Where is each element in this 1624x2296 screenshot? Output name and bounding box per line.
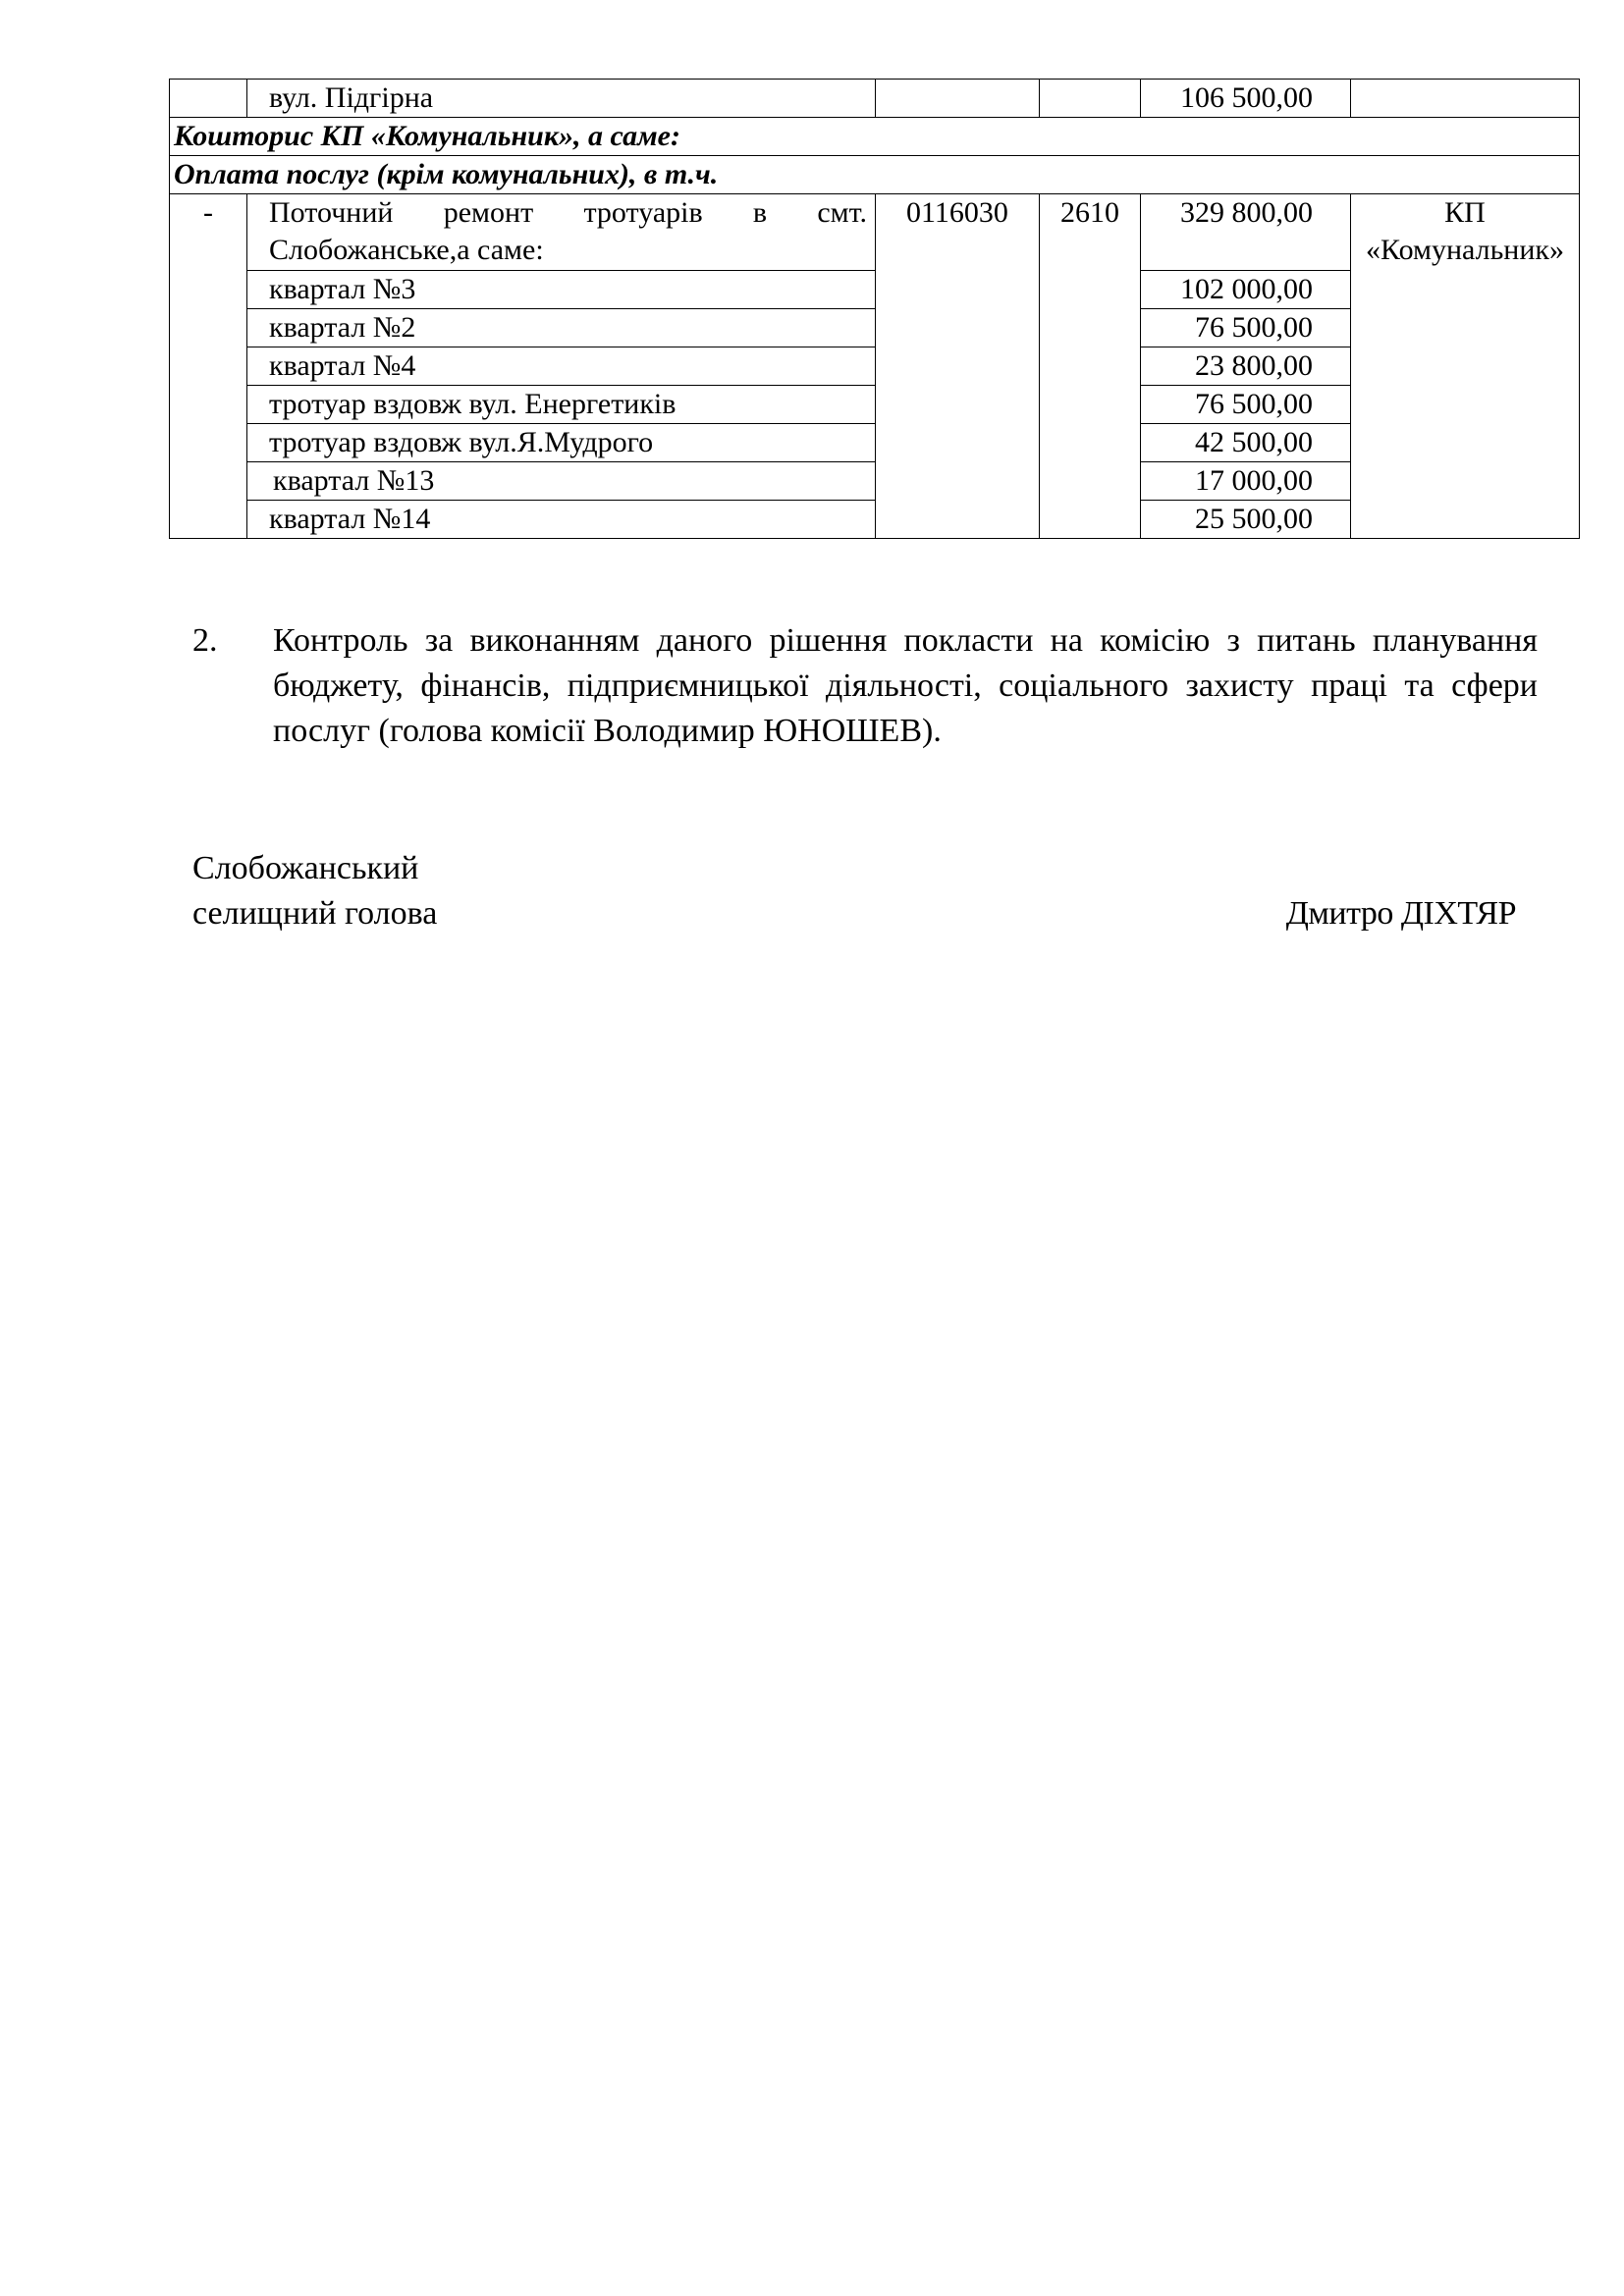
row-name: квартал №13 <box>247 462 876 501</box>
signature-block <box>192 846 1528 936</box>
row-sum: 25 500,00 <box>1141 501 1351 539</box>
row-code: 0116030 <box>876 194 1040 539</box>
signatory-name: Дмитро ДІХТЯР <box>1285 895 1516 932</box>
table-section-row <box>170 118 1580 156</box>
row-name: Поточний ремонт тротуарів в смт. Слобожанське,а саме: <box>247 194 876 271</box>
table-section-row <box>170 156 1580 194</box>
section-heading: Оплата послуг (крім комунальних), в т.ч. <box>170 156 1580 194</box>
paragraph-text: Контроль за виконанням даного рішення покласти на комісію з питань планування бюджету, фінансів, підприємницької діяльності, соціального захисту праці та сфери послуг (голова комісії Володимир ЮНОШЕВ). <box>273 622 1538 749</box>
row-name: квартал №4 <box>247 347 876 386</box>
row-sum: 17 000,00 <box>1141 462 1351 501</box>
decision-paragraph <box>192 618 1538 754</box>
row-name: вул. Підгірна <box>247 80 876 118</box>
signatory-title-line1: Слобожанський <box>192 850 419 886</box>
row-sum: 23 800,00 <box>1141 347 1351 386</box>
row-sum: 102 000,00 <box>1141 271 1351 309</box>
section-heading: Кошторис КП «Комунальник», а саме: <box>170 118 1580 156</box>
row-kekv: 2610 <box>1040 194 1141 539</box>
row-sum: 106 500,00 <box>1141 80 1351 118</box>
row-name: квартал №14 <box>247 501 876 539</box>
row-sum: 76 500,00 <box>1141 309 1351 347</box>
row-sum: 76 500,00 <box>1141 386 1351 424</box>
row-sum: 329 800,00 <box>1141 194 1351 271</box>
row-name: тротуар вздовж вул. Енергетиків <box>247 386 876 424</box>
row-name: квартал №2 <box>247 309 876 347</box>
row-code <box>876 80 1040 118</box>
budget-table <box>169 79 1580 539</box>
signatory-title-line2: селищний голова <box>192 895 438 932</box>
table-row <box>170 194 1580 271</box>
row-sum: 42 500,00 <box>1141 424 1351 462</box>
row-number: - <box>170 194 247 539</box>
row-kekv <box>1040 80 1141 118</box>
row-executor <box>1351 80 1580 118</box>
row-name: тротуар вздовж вул.Я.Мудрого <box>247 424 876 462</box>
table-row <box>170 80 1580 118</box>
row-number <box>170 80 247 118</box>
paragraph-number: 2. <box>192 622 218 659</box>
row-name: квартал №3 <box>247 271 876 309</box>
row-executor: КП «Комунальник» <box>1351 194 1580 539</box>
